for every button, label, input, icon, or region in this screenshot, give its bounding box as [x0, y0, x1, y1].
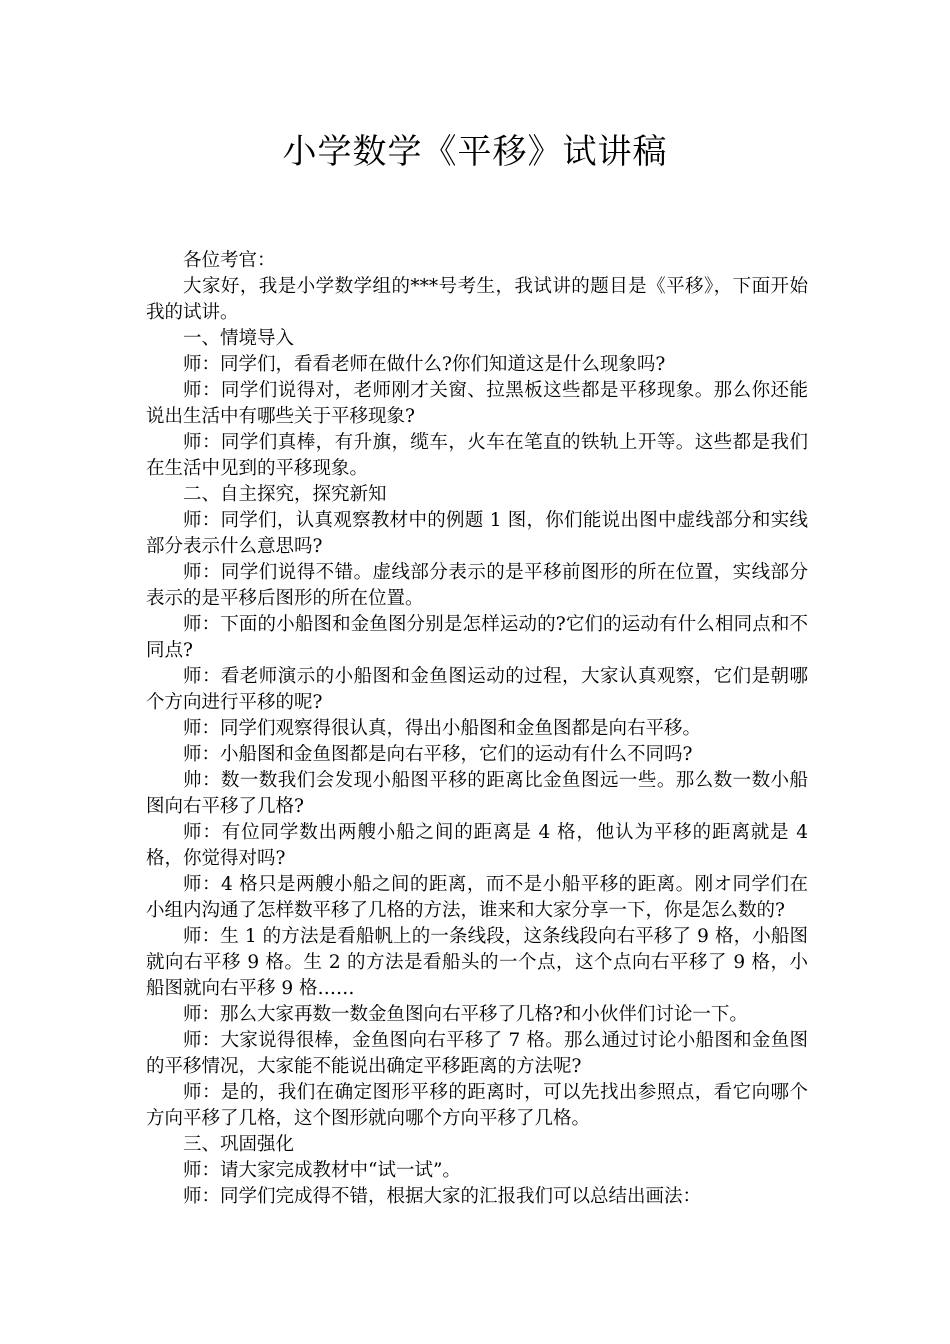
paragraph: 师：同学们真棒，有升旗，缆车，火车在笔直的铁轨上开等。这些都是我们在生活中见到的平移现象。 — [146, 432, 808, 479]
paragraph: 师：下面的小船图和金鱼图分别是怎样运动的?它们的运动有什么相同点和不同点? — [146, 614, 808, 661]
document-title: 小学数学《平移》试讲稿 — [282, 132, 668, 172]
paragraph: 师：是的，我们在确定图形平移的距离时，可以先找出参照点，看它向哪个方向平移了几格，这个图形就向哪个方向平移了几格。 — [146, 1082, 808, 1129]
section-heading-3: 三、巩固强化 — [183, 1134, 295, 1155]
paragraph: 师：那么大家再数一数金鱼图向右平移了几格?和小伙伴们讨论一下。 — [183, 1004, 748, 1025]
paragraph: 师：看老师演示的小船图和金鱼图运动的过程，大家认真观察，它们是朝哪个方向进行平移的呢? — [146, 666, 808, 713]
paragraph: 师：同学们，认真观察教材中的例题 1 图，你们能说出图中虚线部分和实线部分表示什么意思吗? — [146, 510, 808, 557]
paragraph: 师：同学们说得不错。虚线部分表示的是平移前图形的所在位置，实线部分表示的是平移后图形的所在位置。 — [146, 562, 808, 609]
document-body — [146, 248, 808, 1210]
paragraph: 师：大家说得很棒，金鱼图向右平移了 7 格。那么通过讨论小船图和金鱼图的平移情况，大家能不能说出确定平移距离的方法呢? — [146, 1030, 808, 1077]
paragraph: 师：请大家完成教材中“试一试”。 — [183, 1160, 461, 1181]
paragraph: 师：4 格只是两艘小船之间的距离，而不是小船平移的距离。刚オ同学们在小组内沟通了怎样数平移了几格的方法，谁来和大家分享一下，你是怎么数的? — [146, 874, 808, 921]
paragraph: 师：生 1 的方法是看船帆上的一条线段，这条线段向右平移了 9 格，小船图就向右平移 9 格。生 2 的方法是看船头的一个点，这个点向右平移了 9 格，小船图就向右平移 9 格…… — [146, 926, 808, 999]
paragraph: 师：小船图和金鱼图都是向右平移，它们的运动有什么不同吗? — [183, 744, 693, 765]
section-heading-1: 一、情境导入 — [183, 328, 295, 349]
paragraph: 师：同学们，看看老师在做什么?你们知道这是什么现象吗? — [183, 354, 666, 375]
section-heading-2: 二、自主探究，探究新知 — [183, 484, 387, 505]
paragraph-greeting: 各位考官： — [183, 250, 276, 271]
paragraph-intro: 大家好，我是小学数学组的***号考生，我试讲的题目是《平移》，下面开始我的试讲。 — [146, 276, 808, 323]
paragraph: 师：同学们说得对，老师刚才关窗、拉黑板这些都是平移现象。那么你还能说出生活中有哪些关于平移现象? — [146, 380, 808, 427]
paragraph: 师：同学们观察得很认真，得出小船图和金鱼图都是向右平移。 — [183, 718, 702, 739]
paragraph: 师：有位同学数出两艘小船之间的距离是 4 格，他认为平移的距离就是 4 格，你觉得对吗? — [146, 822, 808, 869]
paragraph: 师：同学们完成得不错，根据大家的汇报我们可以总结出画法： — [183, 1186, 702, 1207]
paragraph: 帅：数一数我们会发现小船图平移的距离比金鱼图远一些。那么数一数小船图向右平移了几格? — [146, 770, 808, 817]
